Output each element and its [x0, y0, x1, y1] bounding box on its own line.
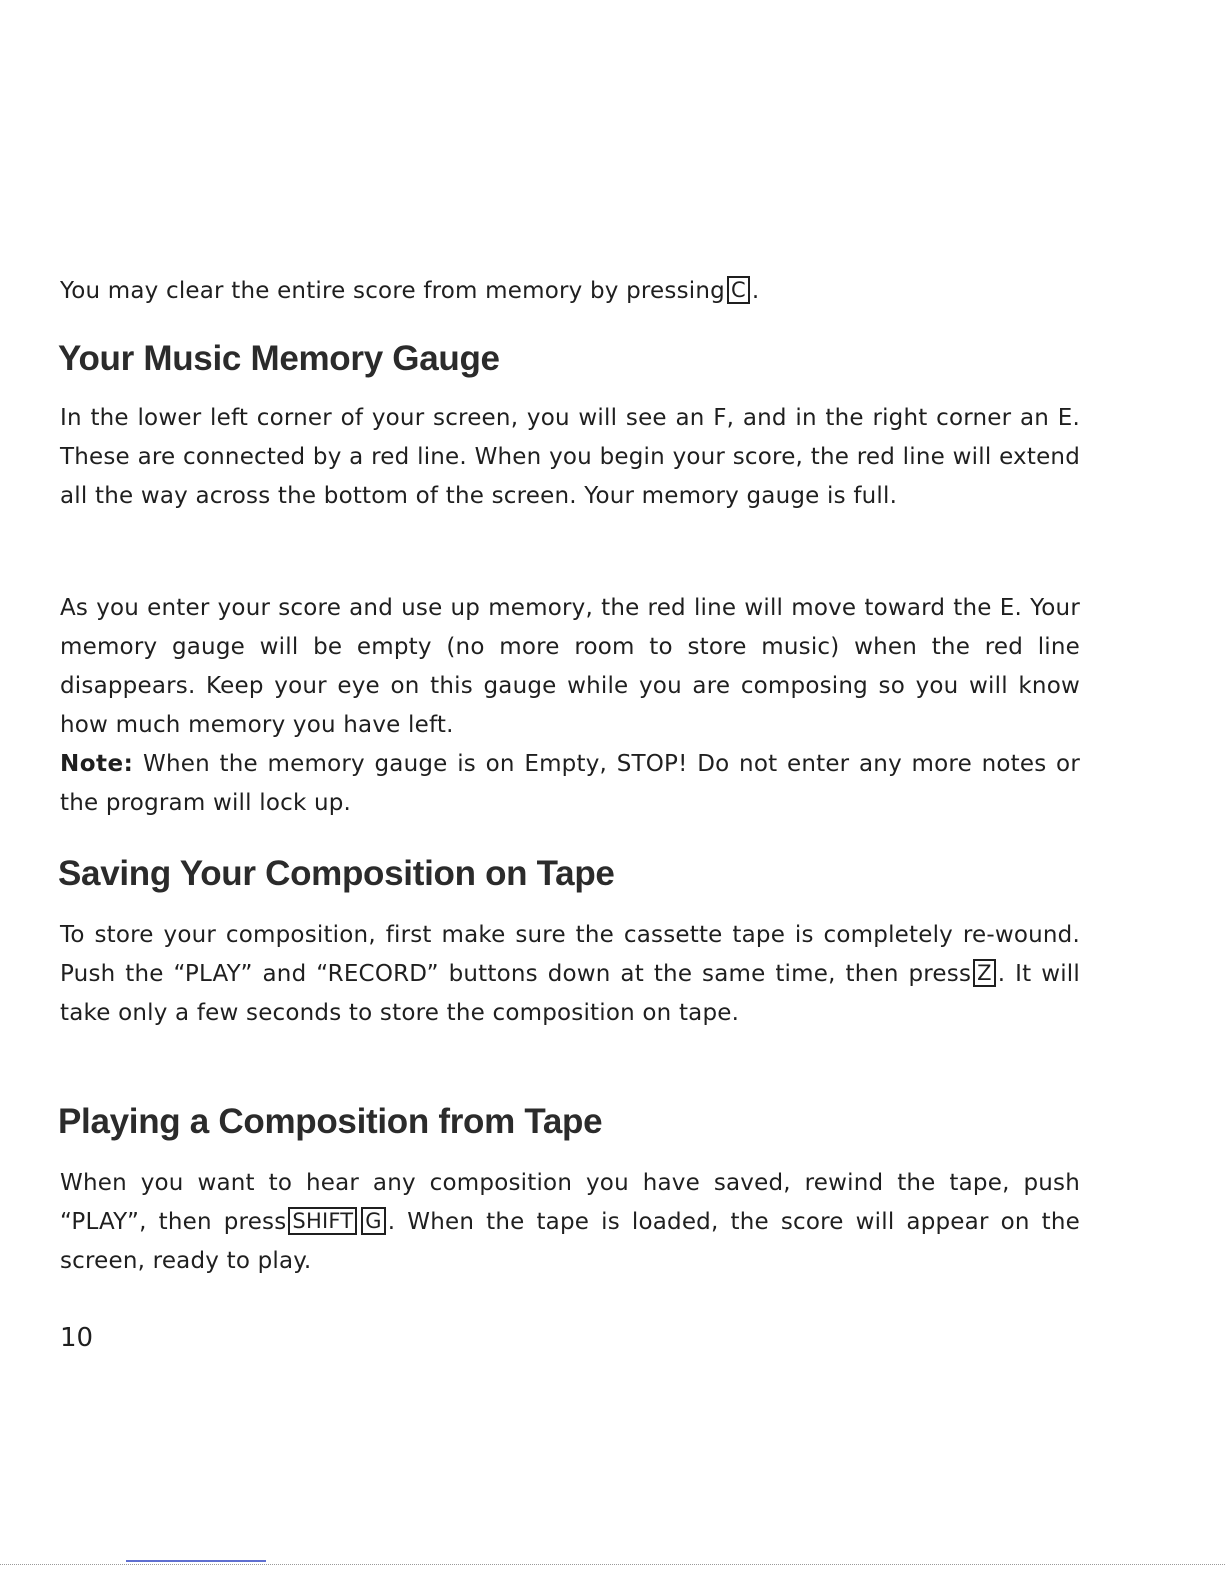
page-number: 10 — [60, 1323, 94, 1353]
note-paragraph — [60, 745, 1080, 823]
note-label: Note: — [60, 751, 134, 777]
key-shift-icon: SHIFT — [288, 1207, 357, 1235]
heading-playing-tape: Playing a Composition from Tape — [58, 1102, 603, 1141]
clear-score-end: . — [751, 278, 760, 304]
saving-text-end: . It will take only a few seconds to store the composition on tape. — [60, 961, 1080, 1026]
clear-score-paragraph — [60, 272, 1080, 311]
playing-paragraph — [60, 1164, 1080, 1281]
key-c-icon: C — [727, 276, 750, 304]
playing-text: When you want to hear any composition you have saved, rewind the tape, push “PLAY”, then press — [60, 1170, 1080, 1235]
saving-paragraph — [60, 916, 1080, 1033]
saving-text: To store your composition, first make sure the cassette tape is completely re-wound. Push the “PLAY” and “RECORD” buttons down at the same time, then press — [60, 922, 1080, 987]
key-g-icon: G — [361, 1207, 385, 1235]
gauge-paragraph-2: As you enter your score and use up memory, the red line will move toward the E. Your memory gauge will be empty (no more room to store music) when the red line disappears. Keep your eye on this gauge while you are composing so you will know how much memory you have left. — [60, 595, 1080, 738]
bottom-divider — [0, 1564, 1225, 1565]
heading-saving-tape: Saving Your Composition on Tape — [58, 854, 615, 893]
clear-score-text: You may clear the entire score from memory by pressing — [60, 278, 725, 304]
note-text: When the memory gauge is on Empty, STOP! Do not enter any more notes or the program will lock up. — [60, 751, 1080, 816]
playing-text-end: . When the tape is loaded, the score will appear on the screen, ready to play. — [60, 1209, 1080, 1274]
bottom-highlight-bar — [126, 1560, 266, 1562]
gauge-paragraph-1: In the lower left corner of your screen, you will see an F, and in the right corner an E. These are connected by a red line. When you begin your score, the red line will extend all the way across the bottom of the screen. Your memory gauge is full. — [60, 405, 1080, 509]
key-z-icon: Z — [973, 959, 996, 987]
heading-memory-gauge: Your Music Memory Gauge — [58, 339, 500, 378]
